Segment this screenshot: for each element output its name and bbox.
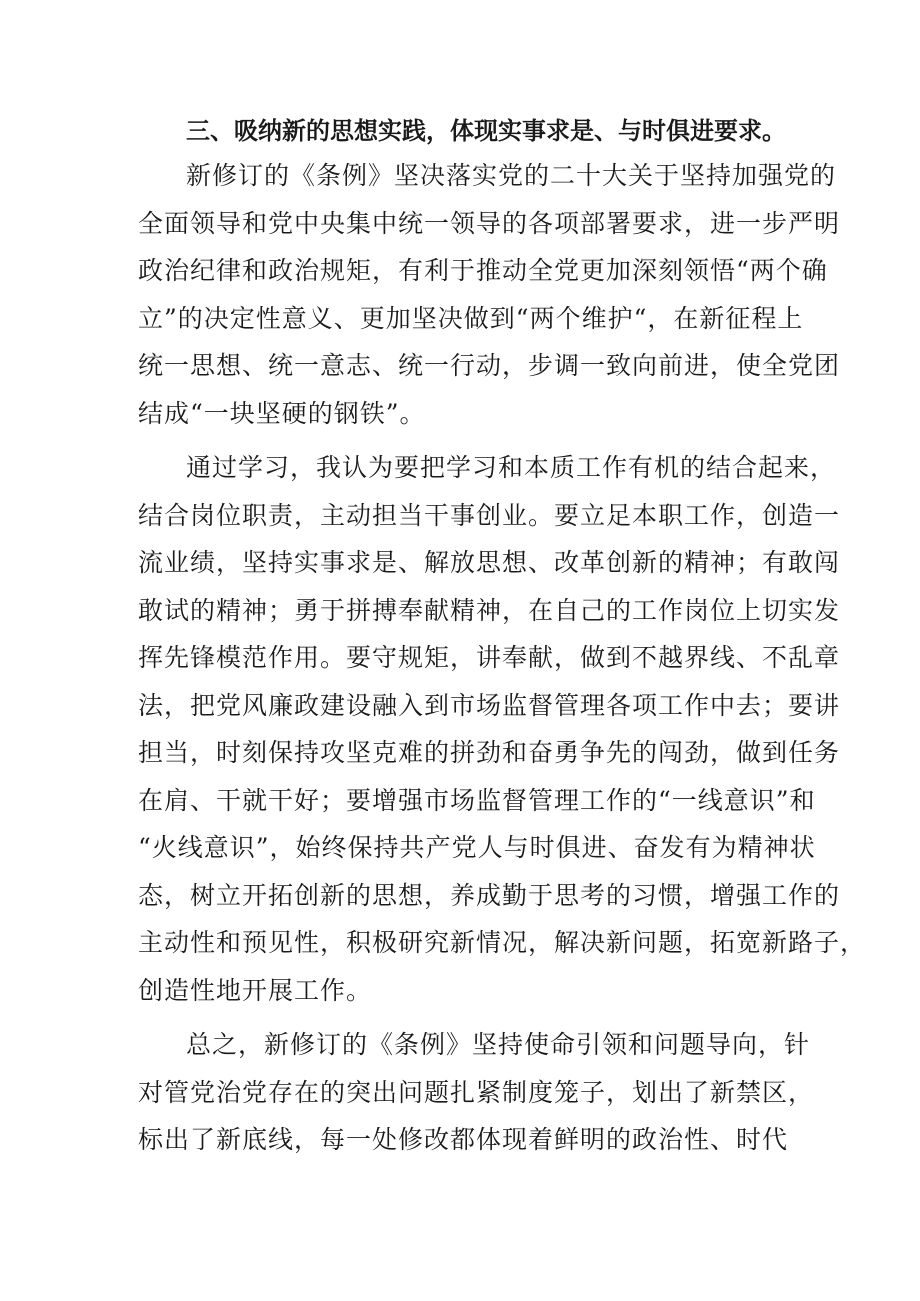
paragraph-line: 结合岗位职责，主动担当干事创业。要立足本职工作，创造一 [138,500,841,530]
paragraph-line: 敢试的精神；勇于拼搏奉献精神，在自己的工作岗位上切实发 [138,595,841,625]
paragraph-line: 全面领导和党中央集中统一领导的各项部署要求，进一步严明 [138,208,841,238]
paragraph-3 [138,1021,815,1164]
paragraph-spacer [138,1014,798,1021]
paragraph-line: 在肩、干就干好；要增强市场监督管理工作的“一线意识”和 [138,785,816,815]
paragraph-line: 结成“一块坚硬的钢铁”。 [138,398,426,428]
paragraph-line: 态，树立开拓创新的思想，养成勤于思考的习惯，增强工作的 [138,880,841,910]
document-body [138,110,867,1164]
paragraph-line: 对管党治党存在的突出问题扎紧制度笼子，划出了新禁区， [138,1077,815,1107]
paragraph-line: 统一思想、统一意志、统一行动，步调一致向前进，使全党团 [138,351,841,380]
paragraph-spacer [138,437,798,444]
paragraph-2 [138,444,867,1014]
paragraph-line: 通过学习，我认为要把学习和本质工作有机的结合起来， [186,453,837,482]
paragraph-line: “火线意识”，始终保持共产党人与时俱进、奋发有为精神状 [138,833,816,862]
paragraph-line: 主动性和预见性，积极研究新情况，解决新问题，拓宽新路子， [138,928,867,957]
paragraph-line: 政治纪律和政治规矩，有利于推动全党更加深刻领悟“两个确 [138,256,828,285]
paragraph-line: 担当，时刻保持攻坚克难的拼劲和奋勇争先的闯劲，做到任务 [138,738,841,767]
paragraph-line: 新修订的《条例》坚决落实党的二十大关于坚持加强党的 [186,161,837,190]
paragraph-line: 创造性地开展工作。 [138,975,373,1005]
paragraph-line: 流业绩，坚持实事求是、解放思想、改革创新的精神；有敢闯 [138,548,841,577]
paragraph-line: 总之，新修订的《条例》坚持使命引领和问题导向，针 [186,1030,811,1059]
paragraph-1 [138,152,841,437]
paragraph-line: 立”的决定性意义、更加坚决做到“两个维护“，在新征程上 [138,303,804,333]
paragraph-line: 法，把党风廉政建设融入到市场监督管理各项工作中去；要讲 [138,690,841,720]
paragraph-line: 挥先锋模范作用。要守规矩，讲奉献，做到不越界线、不乱章 [138,643,841,672]
section-heading: 三、吸纳新的思想实践，体现实事求是、与时俱进要求。 [186,117,786,145]
paragraph-line: 标出了新底线，每一处修改都体现着鲜明的政治性、时代 [138,1125,789,1154]
